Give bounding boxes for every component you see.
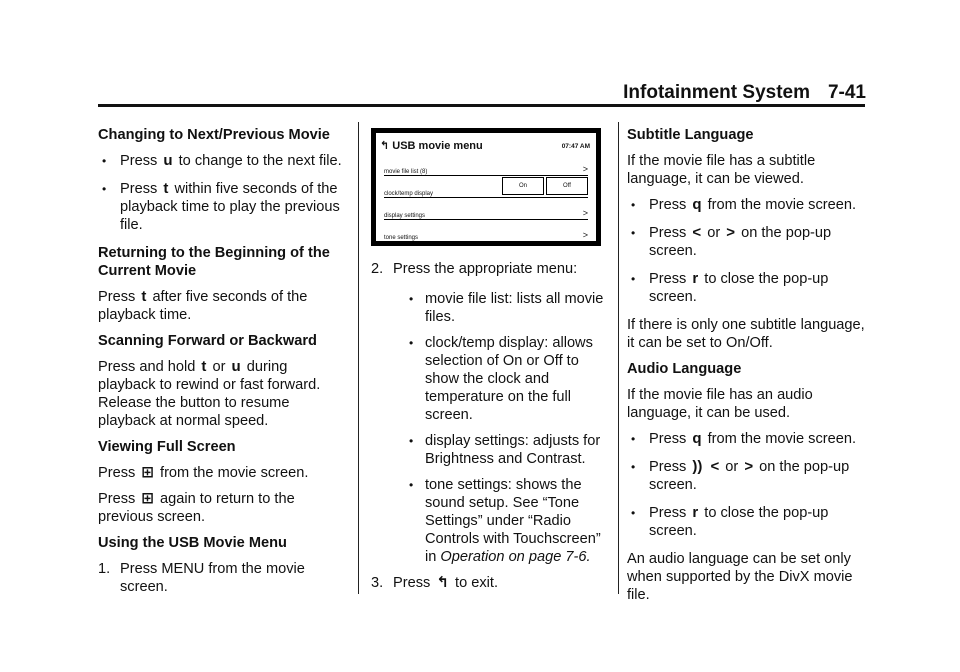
screen-row-movie-file-list: movie file list (8) > (384, 155, 588, 176)
menu-icon: q (692, 430, 702, 447)
chevron-right-icon: > (744, 458, 754, 475)
bullet-subtitle-3: • Press r to close the pop-up screen. (631, 270, 829, 305)
next-track-icon: u (231, 358, 241, 375)
paragraph-audio: If the movie file has an audio language, it can be used. (627, 387, 813, 421)
screen-on-button: On (502, 177, 544, 195)
chevron-right-icon: > (582, 208, 588, 218)
back-icon: ↰ (380, 140, 390, 152)
screen-panel (375, 132, 597, 242)
heading-full-screen: Viewing Full Screen (98, 439, 236, 455)
bullet-dot: • (631, 272, 636, 286)
screen-off-button: Off (546, 177, 588, 195)
bullet-dot: • (631, 198, 636, 212)
screen-title: ↰ USB movie menu (380, 140, 483, 152)
heading-next-previous: Changing to Next/Previous Movie (98, 127, 330, 143)
bullet-next: • Press u to change to the next file. (102, 152, 342, 169)
sub-bullet-clock-temp: • clock/temp display: allows selection of On or Off to show the clock and temperature on the full screen. (409, 335, 593, 423)
close-icon: r (692, 270, 699, 287)
heading-audio-language: Audio Language (627, 361, 742, 377)
bullet-dot: • (409, 478, 414, 492)
column-divider-1 (358, 122, 359, 594)
bullet-dot: • (631, 460, 636, 474)
paragraph-audio-end: An audio language can be set only when supported by the DivX movie file. (627, 551, 853, 603)
step-2: 2. Press the appropriate menu: (371, 261, 578, 277)
heading-subtitle-language: Subtitle Language (627, 127, 754, 143)
sub-bullet-display-settings: • display settings: adjusts for Brightness and Contrast. (409, 433, 601, 467)
bullet-dot: • (409, 434, 414, 448)
chevron-left-icon: < (692, 224, 702, 241)
paragraph-scanning: Press and hold t or u during playback to rewind or fast forward. Release the button to resume playback at normal speed. (98, 358, 321, 429)
heading-return-beginning: Returning to the Beginning of the Current Movie (98, 245, 330, 279)
page-header-title: Infotainment System (623, 82, 810, 103)
bullet-dot: • (102, 182, 107, 196)
paragraph-subtitle: If the movie file has a subtitle language, it can be viewed. (627, 153, 816, 187)
full-screen-icon: ⊞ (141, 490, 154, 507)
bullet-audio-3: • Press r to close the pop-up screen. (631, 504, 829, 539)
menu-icon: q (692, 196, 702, 213)
screen-row-tone-settings: tone settings > (384, 221, 588, 242)
screen-row-display-settings: display settings > (384, 199, 588, 220)
paragraph-one-subtitle: If there is only one subtitle language, it can be set to On/Off. (627, 317, 865, 351)
column-divider-2 (618, 122, 619, 594)
previous-track-icon: t (201, 358, 207, 375)
next-track-icon: u (163, 152, 173, 169)
column-2 (371, 128, 611, 604)
previous-track-icon: t (163, 180, 169, 197)
audio-icon: )) (692, 458, 703, 475)
usb-movie-menu-screen-image (371, 128, 601, 246)
screen-row-clock-temp: clock/temp display On Off (384, 177, 588, 198)
chevron-left-icon: < (710, 458, 720, 475)
paragraph-full-screen-1: Press ⊞ from the movie screen. (98, 464, 309, 481)
column-3 (627, 126, 867, 612)
bullet-dot: • (102, 154, 107, 168)
bullet-dot: • (409, 292, 414, 306)
bullet-dot: • (631, 432, 636, 446)
chevron-right-icon: > (726, 224, 736, 241)
chevron-right-icon: > (582, 164, 588, 174)
screen-time: 07:47 AM (561, 143, 590, 150)
paragraph-return: Press t after five seconds of the playback time. (98, 288, 308, 323)
close-icon: r (692, 504, 699, 521)
heading-scanning: Scanning Forward or Backward (98, 333, 317, 349)
full-screen-icon: ⊞ (141, 464, 154, 481)
sub-bullet-tone-settings: • tone settings: shows the sound setup. See “Tone Settings” under “Radio Controls with Touchscreen” in Operation on page 7-6. (409, 477, 601, 565)
header-rule (98, 104, 865, 107)
previous-track-icon: t (141, 288, 147, 305)
sub-bullet-movie-file-list: • movie file list: lists all movie files. (409, 291, 604, 325)
cross-reference-link[interactable]: Operation on page 7-6. (440, 549, 591, 565)
bullet-audio-1: • Press q from the movie screen. (631, 430, 857, 447)
chevron-right-icon: > (582, 230, 588, 240)
bullet-dot: • (631, 226, 636, 240)
bullet-subtitle-2: • Press < or > on the pop-up screen. (631, 224, 832, 259)
paragraph-full-screen-2: Press ⊞ again to return to the previous screen. (98, 490, 295, 525)
back-icon: ↰ (436, 574, 449, 591)
step-3: 3. Press ↰ to exit. (371, 574, 499, 591)
bullet-dot: • (631, 506, 636, 520)
bullet-previous: • Press t within five seconds of the playback time to play the previous file. (102, 180, 340, 233)
bullet-dot: • (409, 336, 414, 350)
page-number: 7-41 (827, 82, 866, 103)
bullet-subtitle-1: • Press q from the movie screen. (631, 196, 857, 213)
heading-usb-menu: Using the USB Movie Menu (98, 535, 287, 551)
step-1: 1. Press MENU from the movie screen. (98, 561, 305, 595)
column-1 (98, 126, 344, 608)
bullet-audio-2: • Press )) < or > on the pop-up screen. (631, 458, 850, 493)
